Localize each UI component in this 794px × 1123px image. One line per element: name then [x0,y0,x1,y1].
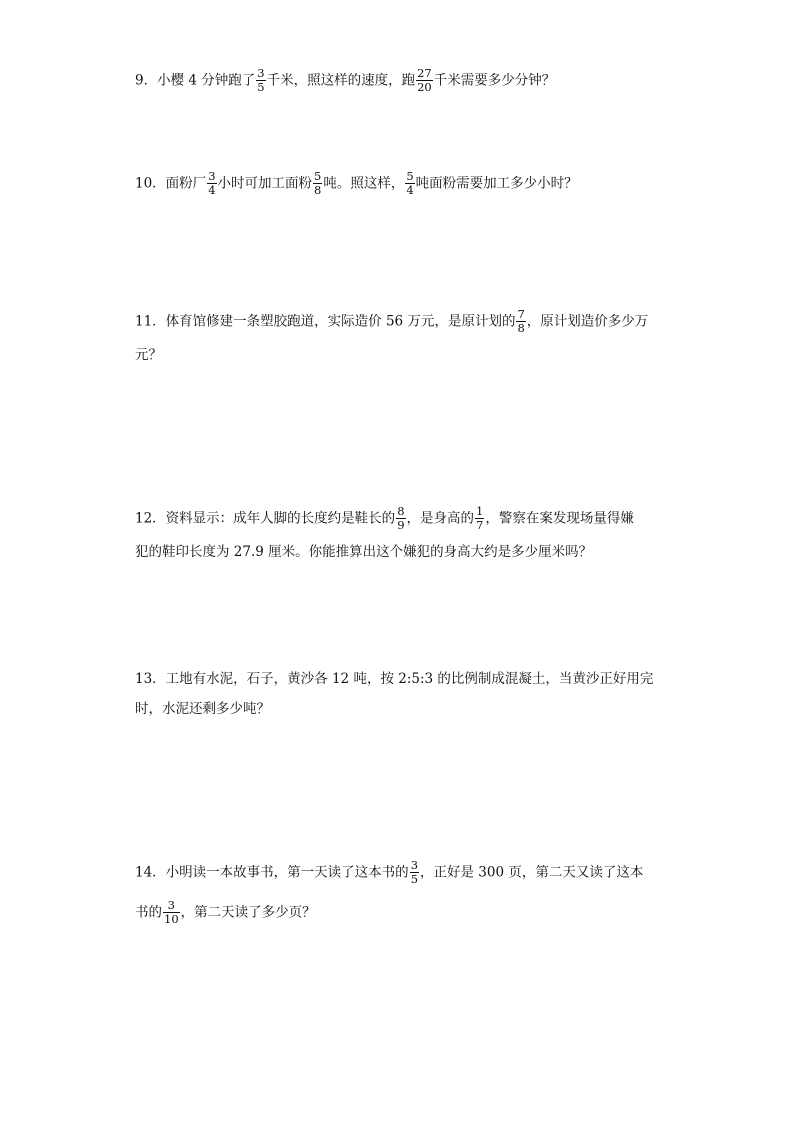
question-14 [135,852,660,932]
fraction-denominator: 20 [417,80,432,94]
fraction-denominator: 5 [257,80,265,94]
fraction-denominator: 4 [406,183,414,197]
question-12-line-1 [135,498,660,538]
question-9-text-c: 千米需要多少分钟？ [433,72,556,89]
question-10-text-b: 小时可加工面粉 [217,175,313,192]
question-13 [135,664,660,724]
question-11-fraction-1 [516,308,525,335]
question-10-text-c: 吨。照这样， [323,175,405,192]
question-9 [135,60,660,100]
question-9-fraction-1 [256,67,265,94]
question-12-fraction-2 [475,505,484,532]
question-9-line-1 [135,60,660,100]
fraction-denominator: 10 [164,912,179,926]
fraction-denominator: 8 [314,183,322,197]
question-12-fraction-1 [396,505,405,532]
question-14-line-1 [135,852,660,892]
fraction-numerator: 3 [257,66,265,80]
question-13-line-1: 13．工地有水泥，石子，黄沙各 12 吨，按 2:5:3 的比例制成混凝土，当黄沙正好用完 [135,671,654,687]
fraction-numerator: 1 [476,504,484,518]
question-10-fraction-1 [207,170,216,197]
question-14-text-a: 14．小明读一本故事书，第一天读了这本书的 [135,864,409,881]
question-12-text-a: 12．资料显示：成年人脚的长度约是鞋长的 [135,510,396,527]
fraction-denominator: 8 [517,321,525,335]
fraction-numerator: 27 [417,66,432,80]
question-10-line-1 [135,163,660,203]
fraction-numerator: 3 [208,169,216,183]
question-12-line-2: 犯的鞋印长度为 27.9 厘米。你能推算出这个嫌犯的身高大约是多少厘米吗？ [135,544,593,560]
fraction-numerator: 7 [517,307,525,321]
fraction-numerator: 8 [397,504,405,518]
fraction-denominator: 5 [410,872,419,886]
question-13-line-2: 时，水泥还剩多少吨？ [135,701,270,717]
fraction-denominator: 9 [397,518,405,532]
question-10-text-d: 吨面粉需要加工多少小时？ [415,175,578,192]
fraction-denominator: 4 [208,183,216,197]
question-11 [135,301,660,369]
question-12-text-b: ，是身高的 [406,510,475,527]
question-11-line-2: 元？ [135,347,162,363]
fraction-denominator: 7 [476,518,484,532]
question-11-text-a: 11．体育馆修建一条塑胶跑道，实际造价 56 万元，是原计划的 [135,313,516,330]
question-10 [135,163,660,203]
question-9-text-b: 千米，照这样的速度，跑 [266,72,416,89]
question-14-line-2 [135,892,660,932]
question-9-fraction-2 [416,67,433,94]
question-14-fraction-1 [410,859,419,886]
question-10-fraction-3 [405,170,414,197]
question-11-text-b: ，原计划造价多少万 [526,313,649,330]
question-10-fraction-2 [313,170,322,197]
fraction-numerator: 3 [410,858,419,872]
question-14-text-d: ，第二天读了多少页？ [180,904,316,921]
question-12 [135,498,660,566]
question-14-text-b: ，正好是 300 页，第二天又读了这本 [420,864,644,881]
question-11-line-1 [135,301,660,341]
fraction-numerator: 3 [167,898,175,912]
question-9-text-a: 9．小樱 4 分钟跑了 [135,72,256,89]
fraction-numerator: 5 [314,169,322,183]
question-12-text-c: ，警察在案发现场量得嫌 [485,510,634,527]
question-14-text-c: 书的 [135,904,162,921]
fraction-numerator: 5 [406,169,414,183]
question-10-text-a: 10．面粉厂 [135,175,207,192]
question-14-fraction-2 [163,899,180,926]
